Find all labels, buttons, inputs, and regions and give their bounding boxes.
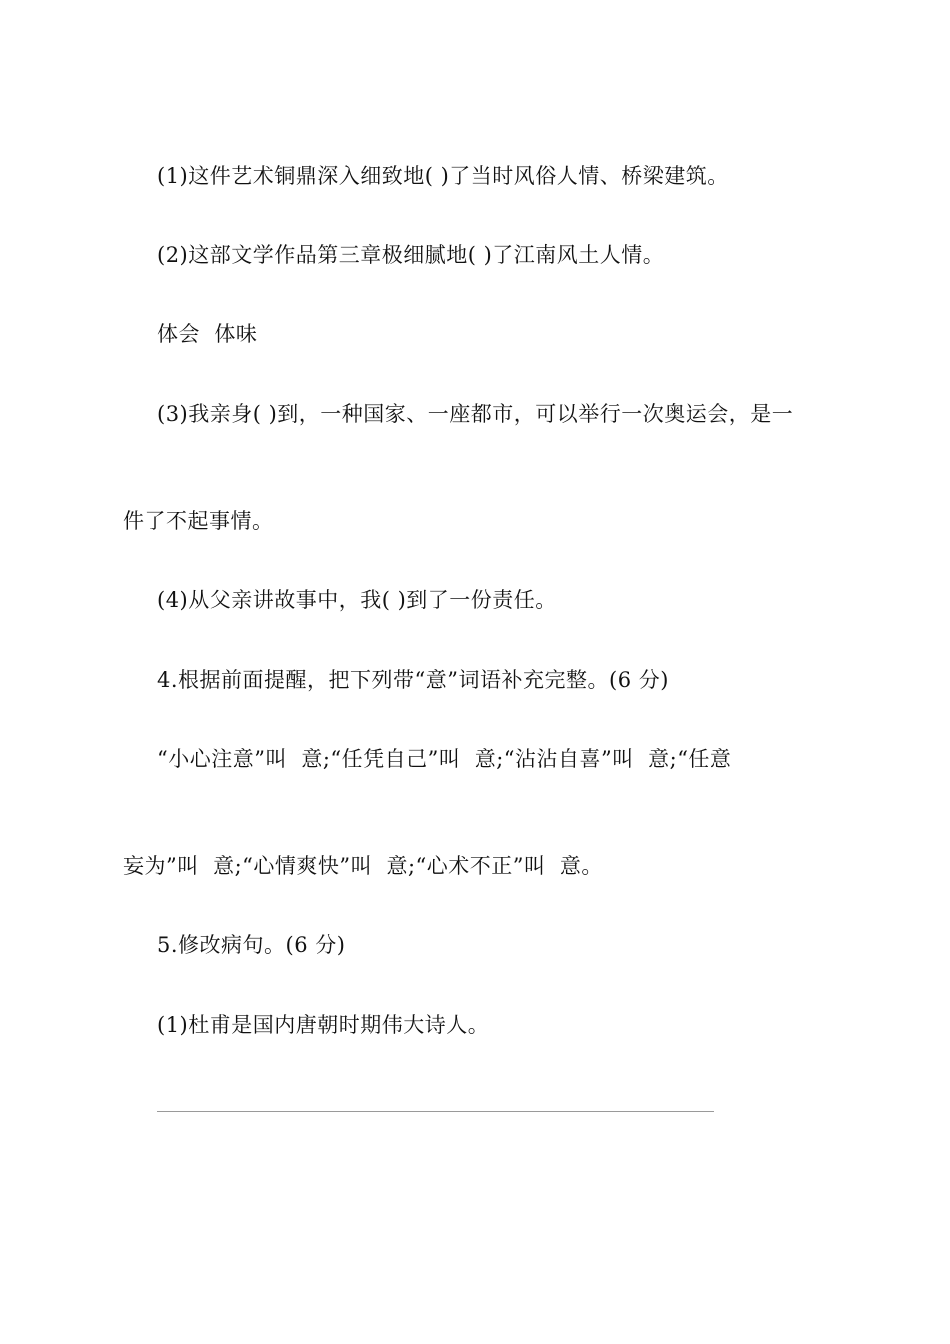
answer-line: [157, 1111, 714, 1112]
sentence-4: (4)从父亲讲故事中，我( )到了一份责任。: [157, 588, 557, 612]
question-5-sentence-1: (1)杜甫是国内唐朝时期伟大诗人。: [157, 1013, 490, 1037]
sentence-3-part-2: 件了不起事情。: [123, 509, 274, 533]
question-4-prompt-part-1: “小心注意”叫 意;“任凭自己”叫 意;“沾沾自喜”叫 意;“任意: [157, 747, 732, 771]
word-choices: 体会 体味: [157, 322, 258, 346]
sentence-1: (1)这件艺术铜鼎深入细致地( )了当时风俗人情、桥梁建筑。: [157, 164, 729, 188]
question-4-prompt-part-2: 妄为”叫 意;“心情爽快”叫 意;“心术不正”叫 意。: [123, 854, 603, 878]
sentence-2: (2)这部文学作品第三章极细腻地( )了江南风土人情。: [157, 243, 665, 267]
question-5-heading: 5.修改病句。(6 分): [157, 933, 346, 957]
question-4-heading: 4.根据前面提醒，把下列带“意”词语补充完整。(6 分): [157, 668, 669, 692]
sentence-3-part-1: (3)我亲身( )到，一种国家、一座都市，可以举行一次奥运会，是一: [157, 402, 794, 426]
